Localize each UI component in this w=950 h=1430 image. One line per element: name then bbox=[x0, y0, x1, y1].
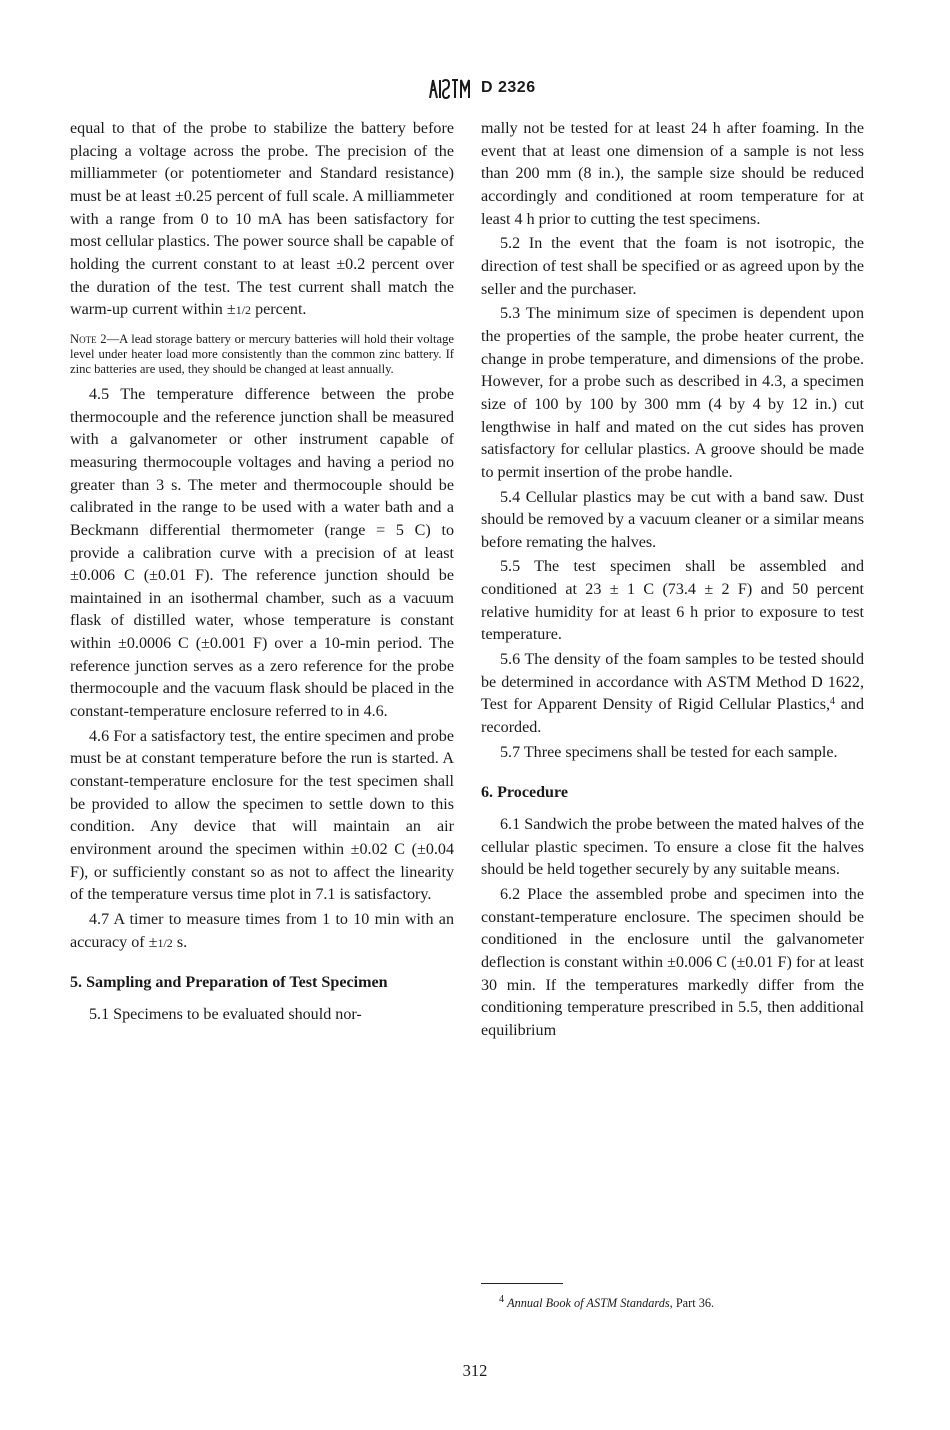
paragraph-5-7: 5.7 Three specimens shall be tested for each sample. bbox=[500, 743, 838, 761]
paragraph-5-1-continued: mally not be tested for at least 24 h after foaming. In the event that at least one dimension of a sample is not less than 200 mm (8 in.), the sample size should be reduced accordingly and conditioned at room temperature for at least 4 h prior to cutting the test specimens. bbox=[481, 120, 864, 228]
paragraph-4-4-continued: equal to that of the probe to stabilize the battery before placing a voltage across the probe. The precision of the milliammeter (or potentiometer and Standard resistance) must be at least ±0.25 percent of full scale. A milliammeter with a range from 0 to 10 mA has been satisfactory for most cellular plastics. The power source shall be capable of holding the current constant to at least ±0.2 percent over the duration of the test. The test current shall match the warm-up current within ±1/2 percent. bbox=[70, 120, 454, 319]
paragraph-5-6: 5.6 The density of the foam samples to be tested should be determined in accordance with ASTM Method D 1622, Test for Apparent Density of Rigid Cellular Plastics,$^4$ and recorded. bbox=[481, 651, 865, 737]
section-6-heading: 6. Procedure bbox=[481, 784, 569, 802]
paragraph-5-4: 5.4 Cellular plastics may be cut with a band saw. Dust should be removed by a vacuum cleaner or a similar means before remating the halves. bbox=[481, 488, 864, 551]
paragraph-4-6: 4.6 For a satisfactory test, the entire specimen and probe must be at constant temperature before the run is started. A constant-temperature enclosure for the test specimen shall be provided to allow the specimen to settle down to this condition. Any device that will maintain an air environment around the specimen within ±0.02 C (±0.04 F), or sufficiently constant so as not to affect the linearity of the temperature versus time plot in 7.1 is satisfactory. bbox=[70, 727, 454, 904]
footnote-4: $^4$ Annual Book of ASTM Standards, Part 36. bbox=[499, 1294, 715, 1310]
paragraph-5-5: 5.5 The test specimen shall be assembled and conditioned at 23 ± 1 C (73.4 ± 2 F) and 50 percent relative humidity for at least 6 h prior to exposure to test temperature. bbox=[481, 558, 864, 644]
paragraph-5-1-start: 5.1 Specimens to be evaluated should nor- bbox=[89, 1005, 362, 1023]
astm-logo-icon bbox=[428, 78, 474, 100]
paragraph-4-5: 4.5 The temperature difference between the probe thermocouple and the reference junction shall be measured with a galvanometer or other instrument capable of measuring thermocouple voltages and having a period no greater than 3 s. The meter and thermocouple should be calibrated in the range to be used with a water bath and a Beckmann differential thermometer (range = 5 C) to provide a calibration curve with a precision of at least ±0.006 C (±0.01 F). The reference junction should be maintained in an isothermal chamber, such as a vacuum flask of distilled water, whose temperature is constant within ±0.0006 C (±0.001 F) over a 10-min period. The reference junction serves as a zero reference for the probe thermocouple and the vacuum flask should be placed in the constant-temperature enclosure referred to in 4.6. bbox=[70, 385, 454, 721]
paragraph-4-7: 4.7 A timer to measure times from 1 to 10 min with an accuracy of ±1/2 s. bbox=[70, 911, 454, 951]
page-number: 312 bbox=[462, 1361, 488, 1380]
standard-designation: D 2326 bbox=[481, 79, 536, 96]
right-column bbox=[481, 118, 864, 1043]
footnote-ref-4: 4 bbox=[830, 696, 835, 708]
paragraph-6-2: 6.2 Place the assembled probe and specimen into the constant-temperature enclosure. The specimen should be conditioned in the enclosure until the galvanometer deflection is constant within ±0.006 C (±0.01 F) for at least 30 min. If the temperatures markedly differ from the conditioning temperature prescribed in 5.5, then additional equilibrium bbox=[481, 886, 864, 1039]
page-header bbox=[0, 78, 950, 102]
note-2: Note 2—A lead storage battery or mercury batteries will hold their voltage level under heater load more consistently than the common zinc battery. If zinc batteries are used, they should be changed at least annually. bbox=[70, 331, 454, 376]
paragraph-5-2: 5.2 In the event that the foam is not isotropic, the direction of test shall be specified or as agreed upon by the seller and the purchaser. bbox=[481, 235, 864, 298]
paragraph-5-3: 5.3 The minimum size of specimen is dependent upon the properties of the sample, the probe heater current, the change in probe temperature, and dimensions of the probe. However, for a probe such as described in 4.3, a specimen size of 100 by 100 by 300 mm (4 by 4 by 12 in.) cut lengthwise in half and mated on the cut sides has proven satisfactory for cellular plastics. A groove should be made to permit insertion of the probe handle. bbox=[481, 305, 864, 481]
footnote-divider bbox=[481, 1283, 563, 1284]
section-5-heading: 5. Sampling and Preparation of Test Specimen bbox=[70, 974, 388, 992]
paragraph-6-1: 6.1 Sandwich the probe between the mated halves of the cellular plastic specimen. To ensure a close fit the halves should be held together securely by any suitable means. bbox=[481, 816, 864, 879]
left-column bbox=[70, 118, 454, 1027]
